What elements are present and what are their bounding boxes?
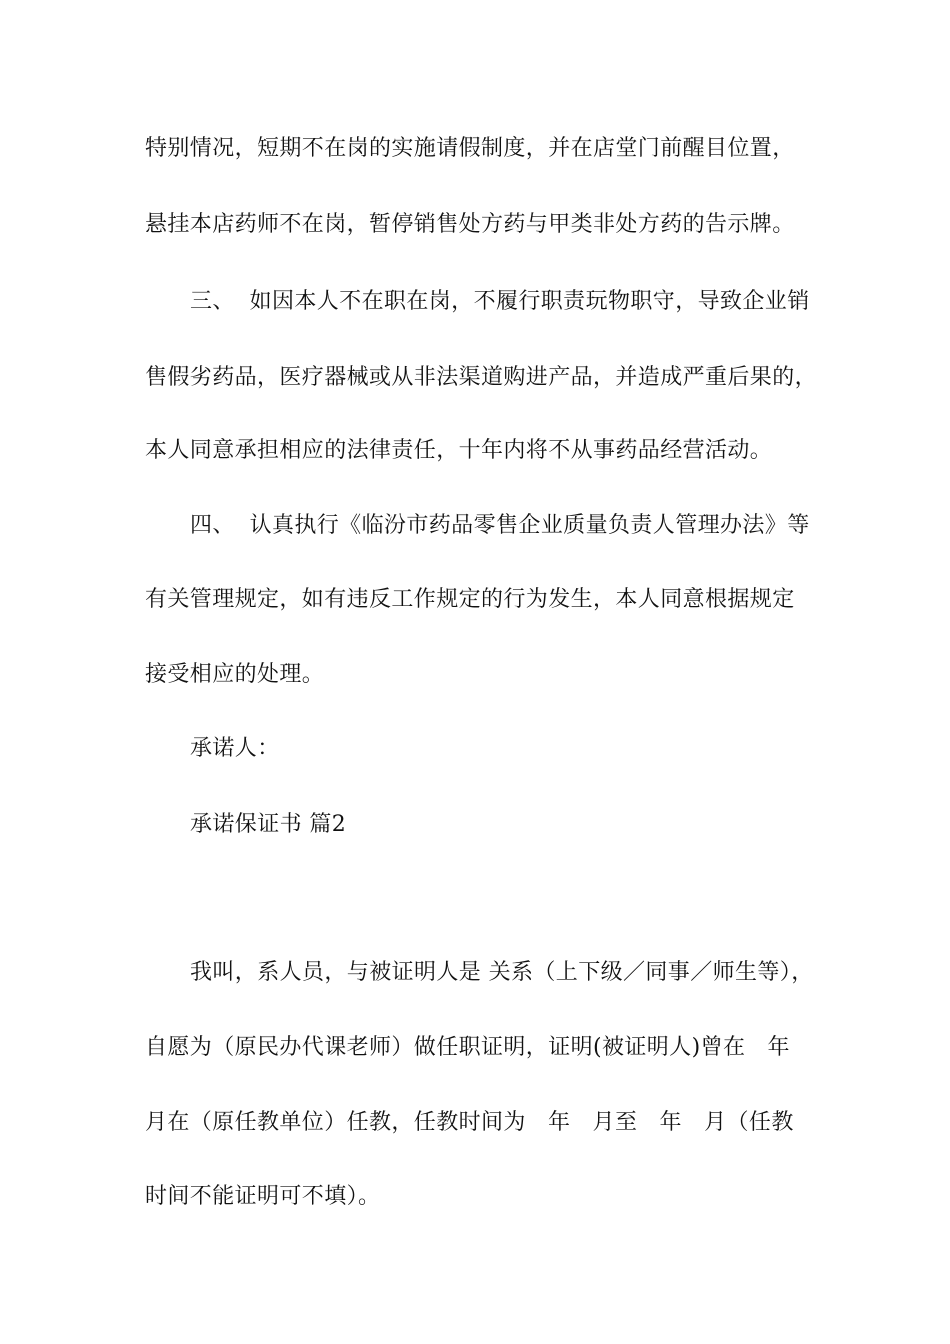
paragraph-line: 四、 认真执行《临汾市药品零售企业质量负责人管理办法》等 bbox=[190, 513, 810, 538]
paragraph-line: 特别情况，短期不在岗的实施请假制度，并在店堂门前醒目位置， bbox=[145, 136, 795, 161]
section-heading: 承诺保证书 篇2 bbox=[190, 812, 347, 837]
paragraph-line: 接受相应的处理。 bbox=[145, 662, 325, 687]
paragraph-line: 悬挂本店药师不在岗，暂停销售处方药与甲类非处方药的告示牌。 bbox=[145, 212, 795, 237]
paragraph-line: 月在（原任教单位）任教，任教时间为 年 月至 年 月（任教 bbox=[145, 1110, 794, 1135]
paragraph-line: 我叫，系人员，与被证明人是 关系（上下级／同事／师生等）， bbox=[190, 960, 814, 985]
paragraph-line: 本人同意承担相应的法律责任，十年内将不从事药品经营活动。 bbox=[145, 438, 773, 463]
paragraph-line: 售假劣药品，医疗器械或从非法渠道购进产品，并造成严重后果的， bbox=[145, 365, 818, 390]
signature-label: 承诺人： bbox=[190, 736, 280, 761]
paragraph-line: 三、 如因本人不在职在岗，不履行职责玩物职守，导致企业销 bbox=[190, 289, 810, 314]
paragraph-line: 有关管理规定，如有违反工作规定的行为发生，本人同意根据规定 bbox=[145, 587, 795, 612]
paragraph-line: 自愿为（原民办代课老师）做任职证明，证明(被证明人)曾在 年 bbox=[145, 1035, 790, 1060]
paragraph-line: 时间不能证明可不填）。 bbox=[145, 1184, 381, 1209]
